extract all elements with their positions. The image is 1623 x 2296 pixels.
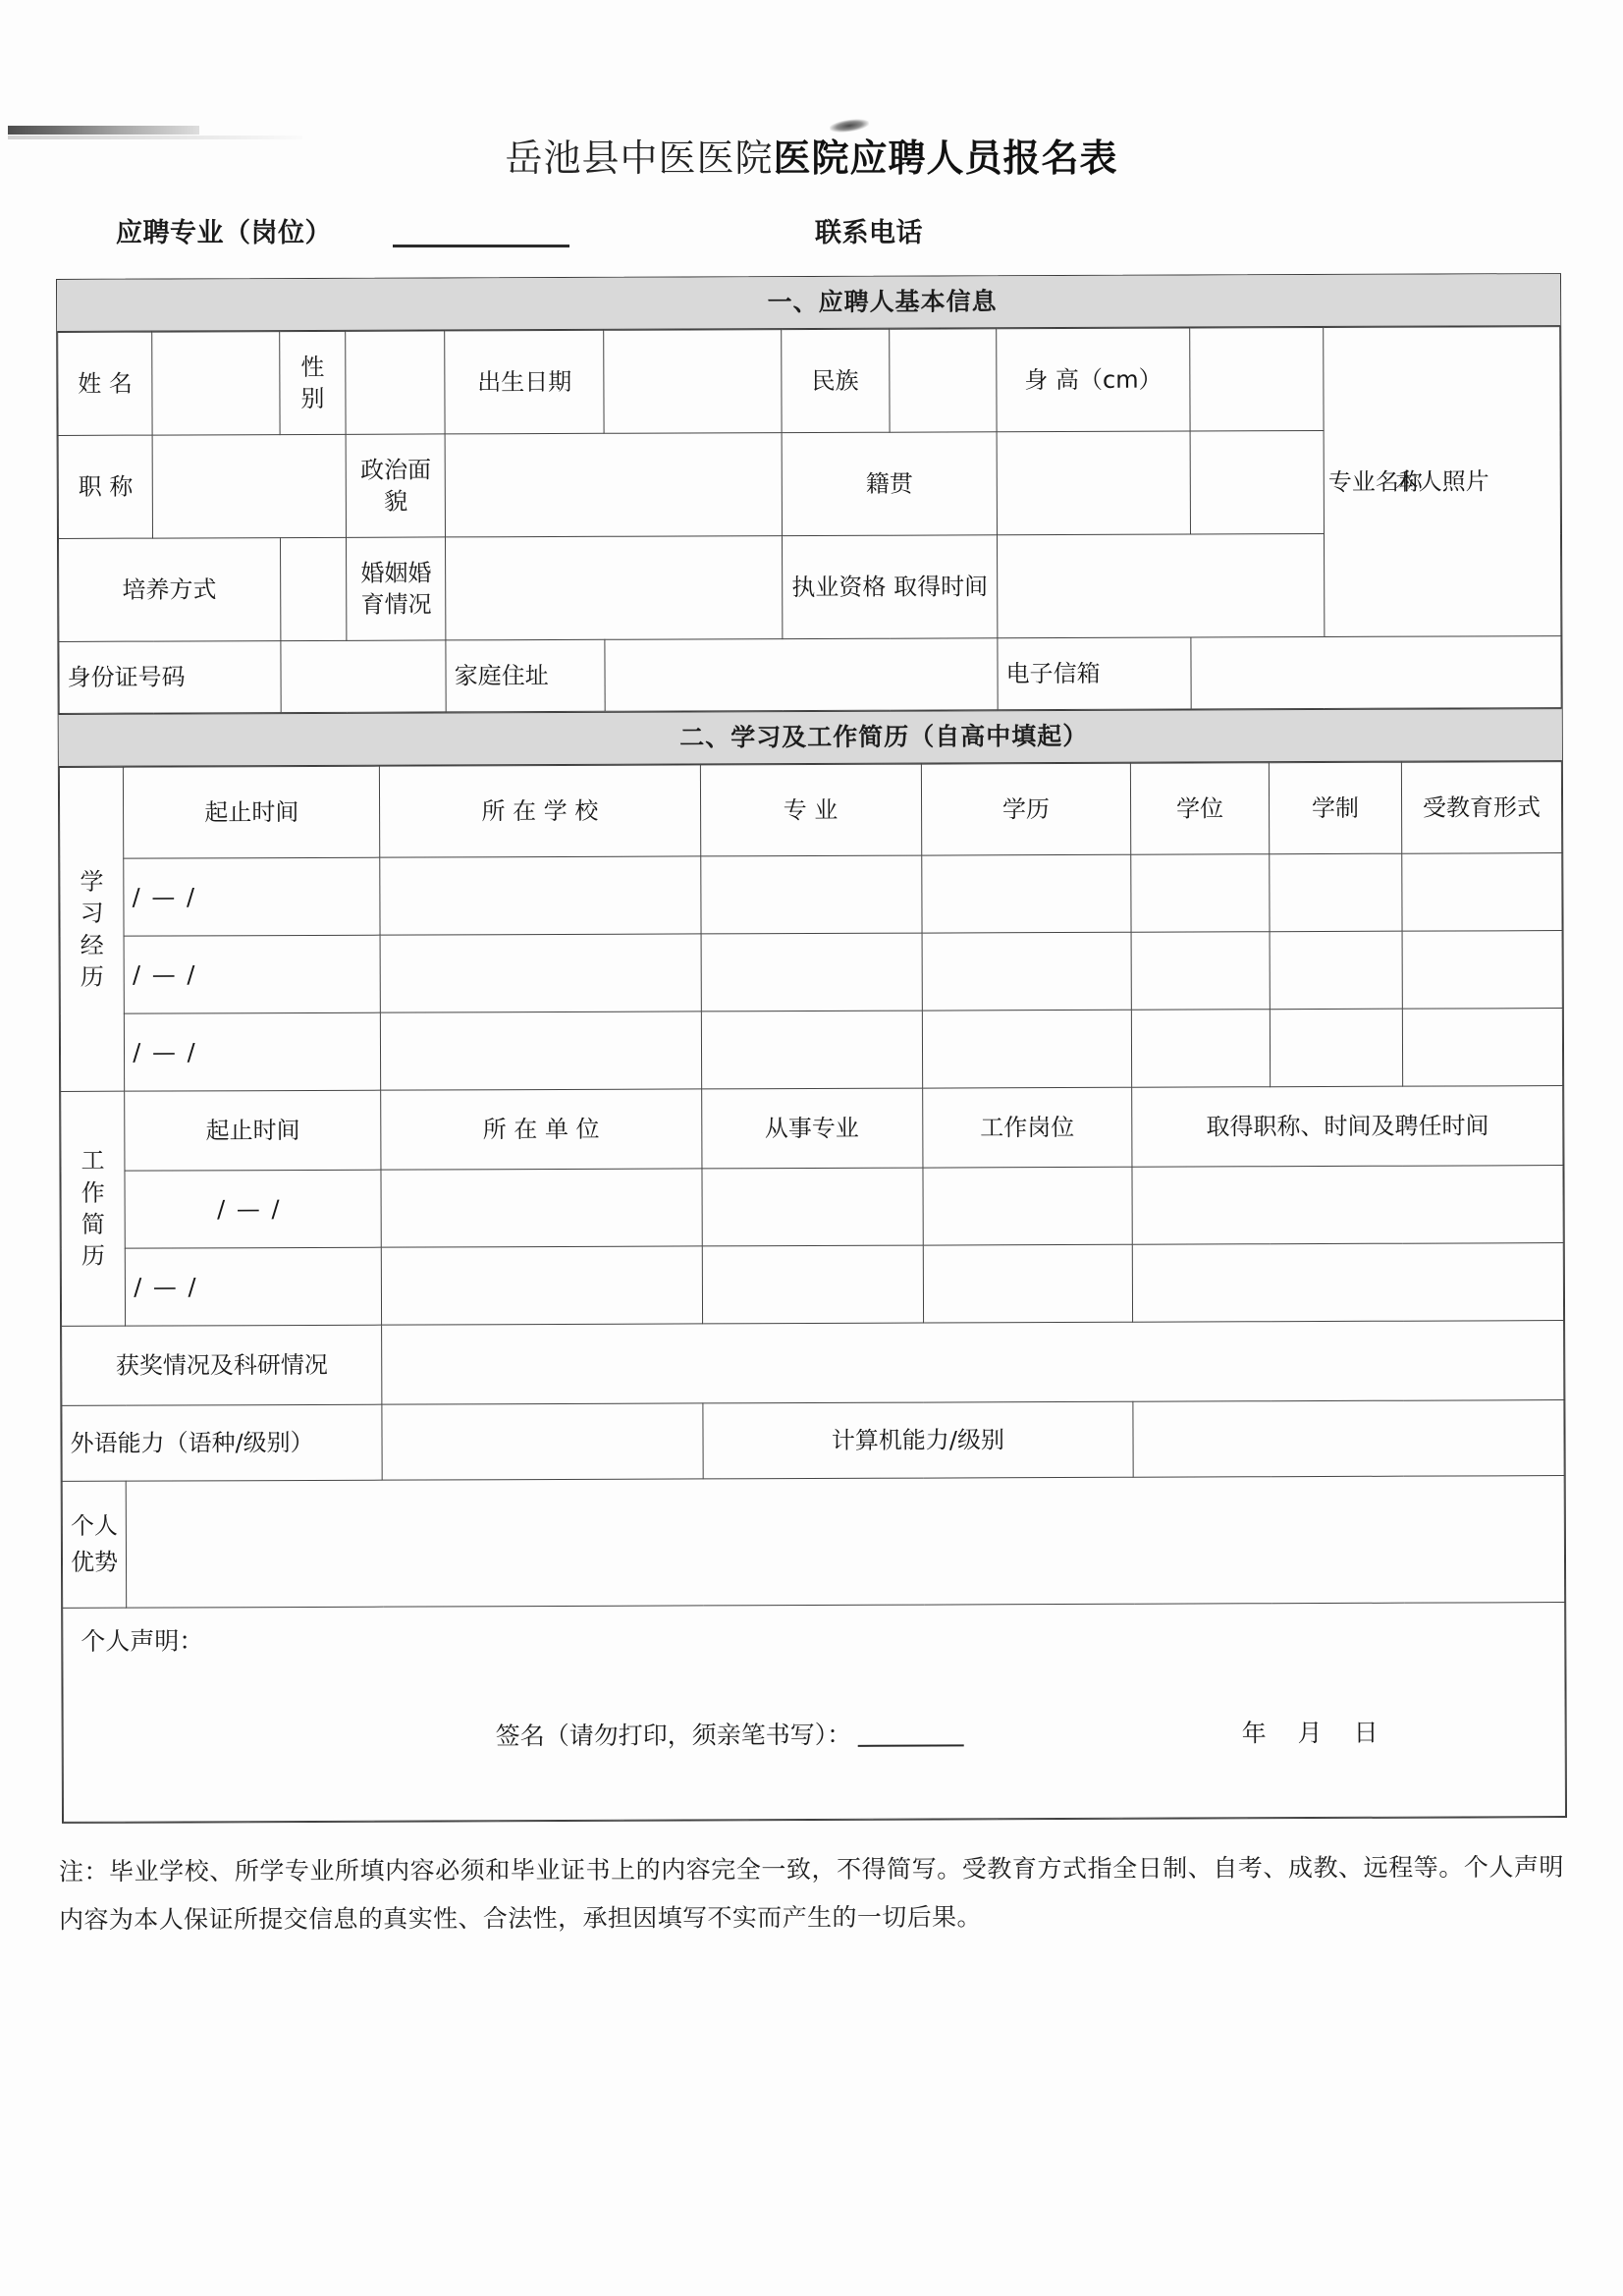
work-col-header-titles: 取得职称、时间及聘任时间 bbox=[1132, 1086, 1563, 1168]
table-row bbox=[58, 430, 1560, 539]
foreign-language-value[interactable] bbox=[382, 1403, 703, 1480]
study-vertical-char-2: 习 bbox=[80, 899, 104, 927]
signature-date-label: 年 月 日 bbox=[1241, 1718, 1390, 1748]
page-title bbox=[0, 0, 1623, 182]
email-value[interactable] bbox=[1191, 636, 1561, 709]
photo-placeholder[interactable]: 本人照片 bbox=[1324, 327, 1561, 637]
personal-statement-block bbox=[62, 1603, 1566, 1823]
major-name-label: 专业名称 bbox=[1190, 430, 1560, 534]
work-row-1-field[interactable] bbox=[701, 1168, 922, 1246]
name-value[interactable] bbox=[152, 332, 280, 435]
license-date-label bbox=[783, 535, 998, 639]
personal-statement-label: 个人声明： bbox=[81, 1626, 204, 1656]
section-1-header: 一、应聘人基本信息 bbox=[57, 274, 1560, 332]
table-row bbox=[60, 1009, 1562, 1092]
political-status-line2: 貌 bbox=[384, 487, 408, 516]
signature-row bbox=[496, 1715, 970, 1752]
id-number-label: 身份证号码 bbox=[59, 641, 281, 714]
study-row-2-degree[interactable] bbox=[1131, 932, 1270, 1011]
height-value[interactable] bbox=[1190, 327, 1324, 431]
marriage-status-line1: 婚姻婚 bbox=[360, 559, 432, 587]
work-vertical-char-2: 作 bbox=[81, 1178, 105, 1207]
foreign-language-label: 外语能力（语种/级别） bbox=[62, 1404, 383, 1481]
computer-skill-label: 计算机能力/级别 bbox=[702, 1401, 1133, 1479]
signature-blank-line[interactable] bbox=[857, 1744, 963, 1746]
gender-label-line2: 别 bbox=[300, 384, 325, 412]
applied-major-blank[interactable] bbox=[393, 245, 569, 247]
title-form-name: 医院应聘人员报名表 bbox=[773, 137, 1118, 180]
native-place-value[interactable] bbox=[997, 431, 1191, 535]
study-row-3-edu-form[interactable] bbox=[1402, 1009, 1562, 1087]
table-row bbox=[60, 931, 1562, 1014]
study-row-2-period[interactable]: / — / bbox=[124, 935, 380, 1013]
applied-major-label: 应聘专业（岗位） bbox=[116, 218, 332, 248]
study-row-1-degree[interactable] bbox=[1131, 854, 1270, 933]
study-row-3-duration[interactable] bbox=[1270, 1009, 1402, 1087]
study-row-2-major[interactable] bbox=[701, 933, 922, 1011]
birthdate-label: 出生日期 bbox=[445, 330, 604, 434]
table-row bbox=[62, 1400, 1564, 1482]
work-row-2-unit[interactable] bbox=[382, 1246, 703, 1325]
work-section-vertical-label bbox=[61, 1091, 126, 1326]
study-col-header-degree: 学位 bbox=[1131, 763, 1270, 855]
study-vertical-char-3: 经 bbox=[80, 931, 104, 959]
home-address-value[interactable] bbox=[605, 638, 998, 712]
work-row-1-position[interactable] bbox=[922, 1167, 1132, 1245]
email-label: 电子信箱 bbox=[998, 637, 1191, 710]
table-row bbox=[59, 636, 1561, 714]
form-footnote: 注：毕业学校、所学专业所填内容必须和毕业证书上的内容完全一致，不得简写。受教育方式指全日制、自考、成教、远程等。个人声明内容为本人保证所提交信息的真实性、合法性，承担因填写不实而产生的一切后果。 bbox=[58, 1852, 1564, 1935]
native-place-label: 籍贯 bbox=[782, 432, 997, 536]
gender-value[interactable] bbox=[346, 331, 445, 434]
study-row-3-degree[interactable] bbox=[1132, 1010, 1271, 1088]
political-status-line1: 政治面 bbox=[360, 456, 432, 484]
study-row-1-major[interactable] bbox=[700, 855, 921, 934]
study-row-2-school[interactable] bbox=[380, 934, 701, 1012]
license-date-line2: 取得时间 bbox=[893, 573, 989, 601]
work-row-1-unit[interactable] bbox=[381, 1169, 702, 1247]
table-row bbox=[61, 1243, 1563, 1327]
study-row-2-degree-level[interactable] bbox=[922, 932, 1132, 1011]
study-col-header-duration: 学制 bbox=[1269, 762, 1401, 854]
work-row-1-titles[interactable] bbox=[1132, 1166, 1563, 1245]
job-title-value[interactable] bbox=[152, 434, 347, 538]
study-row-1-period[interactable]: / — / bbox=[124, 857, 380, 936]
id-number-value[interactable] bbox=[280, 640, 446, 713]
study-row-2-edu-form[interactable] bbox=[1402, 931, 1562, 1010]
training-type-value[interactable] bbox=[280, 537, 347, 640]
table-row bbox=[61, 1166, 1563, 1249]
license-date-value[interactable] bbox=[998, 533, 1325, 637]
table-row bbox=[59, 762, 1561, 859]
marriage-status-label bbox=[347, 537, 446, 640]
work-col-header-period: 起止时间 bbox=[125, 1090, 381, 1171]
table-row bbox=[61, 1086, 1563, 1172]
table-row bbox=[60, 853, 1562, 937]
study-row-3-period[interactable]: / — / bbox=[125, 1012, 381, 1091]
title-hospital-name: 岳池县中医医院 bbox=[505, 137, 774, 180]
table-row bbox=[58, 327, 1560, 436]
table-row bbox=[62, 1476, 1564, 1609]
nation-label: 民族 bbox=[782, 329, 890, 432]
personal-advantage-line2: 优势 bbox=[71, 1548, 119, 1576]
work-vertical-char-1: 工 bbox=[81, 1146, 105, 1175]
study-col-header-period: 起止时间 bbox=[124, 766, 380, 858]
work-row-2-period[interactable]: / — / bbox=[126, 1247, 382, 1326]
marriage-status-line2: 育情况 bbox=[360, 590, 432, 619]
study-col-header-edu-form: 受教育形式 bbox=[1401, 762, 1561, 854]
nation-value[interactable] bbox=[889, 329, 997, 432]
study-row-3-school[interactable] bbox=[381, 1011, 702, 1090]
gender-label-line1: 性 bbox=[300, 353, 325, 381]
study-col-header-major: 专 业 bbox=[700, 764, 921, 856]
birthdate-value[interactable] bbox=[604, 330, 782, 434]
study-row-3-degree-level[interactable] bbox=[922, 1010, 1132, 1088]
study-row-1-degree-level[interactable] bbox=[921, 854, 1131, 933]
political-status-label bbox=[347, 434, 446, 537]
study-row-1-school[interactable] bbox=[380, 856, 701, 935]
work-col-header-unit: 所 在 单 位 bbox=[381, 1089, 702, 1170]
work-vertical-char-3: 简 bbox=[81, 1210, 105, 1238]
computer-skill-value[interactable] bbox=[1133, 1400, 1564, 1478]
study-col-header-degree-level: 学历 bbox=[921, 763, 1131, 855]
signature-label: 签名（请勿打印，须亲笔书写）： bbox=[495, 1720, 852, 1751]
study-vertical-char-4: 历 bbox=[80, 962, 104, 991]
training-type-label: 培养方式 bbox=[59, 538, 281, 642]
personal-advantage-line1: 个人 bbox=[70, 1511, 119, 1540]
study-col-header-school: 所 在 学 校 bbox=[380, 765, 701, 857]
work-row-1-period[interactable]: / — / bbox=[125, 1170, 381, 1248]
work-col-header-position: 工作岗位 bbox=[922, 1087, 1132, 1168]
basic-info-table bbox=[57, 326, 1561, 714]
study-row-2-duration[interactable] bbox=[1270, 931, 1402, 1010]
height-label: 身 高（cm） bbox=[997, 328, 1191, 432]
awards-research-value[interactable] bbox=[382, 1321, 1564, 1405]
form-table-frame bbox=[56, 273, 1567, 1824]
study-section-vertical-label bbox=[59, 767, 125, 1091]
work-vertical-char-4: 历 bbox=[81, 1242, 105, 1271]
political-status-value[interactable] bbox=[445, 433, 782, 537]
marriage-status-value[interactable] bbox=[446, 536, 783, 640]
study-vertical-char-1: 学 bbox=[80, 867, 104, 896]
name-label: 姓 名 bbox=[58, 332, 153, 435]
subheader bbox=[0, 211, 1623, 276]
study-row-1-edu-form[interactable] bbox=[1402, 853, 1562, 932]
work-row-2-field[interactable] bbox=[702, 1245, 923, 1324]
work-row-2-position[interactable] bbox=[923, 1244, 1133, 1323]
study-row-3-major[interactable] bbox=[701, 1011, 922, 1089]
job-title-label: 职 称 bbox=[58, 435, 153, 538]
awards-research-label: 获奖情况及科研情况 bbox=[62, 1325, 383, 1405]
work-row-2-titles[interactable] bbox=[1133, 1243, 1564, 1323]
license-date-line1: 执业资格 bbox=[791, 573, 887, 601]
contact-phone-label: 联系电话 bbox=[815, 218, 923, 248]
work-col-header-field: 从事专业 bbox=[701, 1088, 922, 1169]
home-address-label: 家庭住址 bbox=[446, 639, 605, 712]
personal-advantage-value[interactable] bbox=[126, 1476, 1564, 1609]
table-row bbox=[62, 1321, 1564, 1406]
study-row-1-duration[interactable] bbox=[1270, 853, 1402, 932]
personal-advantage-label bbox=[62, 1481, 127, 1608]
gender-label bbox=[279, 331, 346, 434]
section-2-header: 二、学习及工作简历（自高中填起） bbox=[59, 708, 1562, 767]
experience-table bbox=[59, 761, 1565, 1609]
